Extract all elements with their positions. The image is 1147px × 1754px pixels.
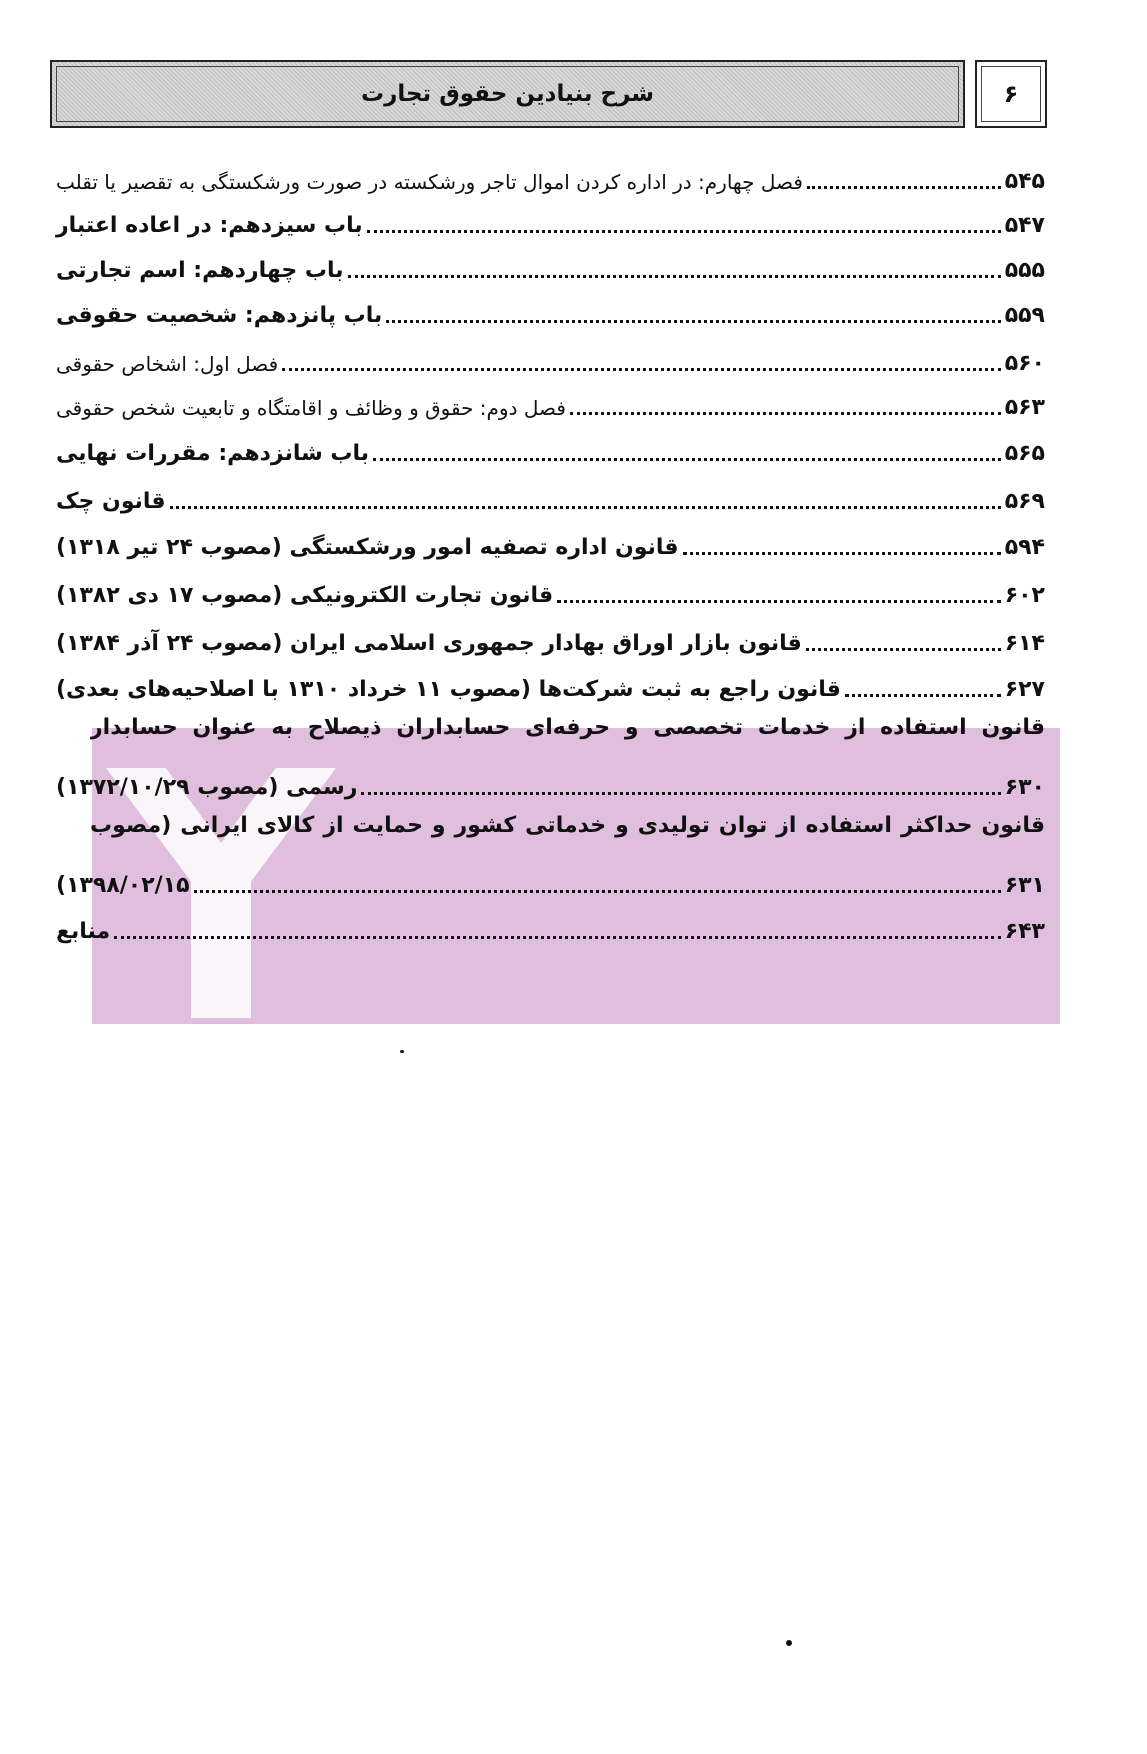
- dot-leader: [845, 694, 1001, 697]
- toc-entry-title: رسمی (مصوب ۱۳۷۲/۱۰/۲۹): [56, 775, 358, 800]
- toc-entry-title: باب چهاردهم: اسم تجارتی: [56, 258, 344, 283]
- toc-entry: [50, 658, 1045, 706]
- dot-leader: [557, 600, 1001, 603]
- toc-entry: [50, 516, 1045, 564]
- toc-entry-page: ۵۶۳: [1004, 395, 1045, 420]
- toc-entry-title: فصل چهارم: در اداره کردن اموال تاجر ورشکسته در صورت ورشکستگی به تقصیر یا تقلب: [56, 170, 803, 194]
- toc-entry-title: فصل دوم: حقوق و وظائف و اقامتگاه و تابعیت شخص حقوقی: [56, 396, 566, 420]
- toc-entry: [50, 900, 1045, 948]
- toc-entry: [50, 756, 1045, 804]
- toc-entry: [50, 564, 1045, 612]
- dot-leader: [386, 320, 1000, 323]
- toc-entry-page: ۶۲۷: [1004, 677, 1045, 702]
- toc-entry-title: قانون اداره تصفیه امور ورشکستگی (مصوب ۲۴ تیر ۱۳۱۸): [56, 535, 679, 560]
- toc-entry: [50, 854, 1045, 902]
- toc-entry-page: ۵۶۰: [1004, 351, 1045, 376]
- page-number-box: [975, 60, 1047, 128]
- running-header: [50, 60, 965, 128]
- toc-entry-page: ۵۵۵: [1004, 258, 1045, 283]
- toc-entry-first-line: قانون حداکثر استفاده از توان تولیدی و خدماتی کشور و حمایت از کالای ایرانی (مصوب: [90, 813, 1045, 838]
- dot-leader: [570, 412, 1001, 415]
- page-number: ۶: [1003, 80, 1019, 108]
- dot-leader: [806, 648, 1001, 651]
- toc-entry-page: ۶۳۱: [1004, 873, 1045, 898]
- toc-entry: [50, 470, 1045, 518]
- toc-entry-title: قانون بازار اوراق بهادار جمهوری اسلامی ایران (مصوب ۲۴ آذر ۱۳۸۴): [56, 631, 802, 656]
- toc-entry-first-line: قانون استفاده از خدمات تخصصی و حرفه‌ای حسابداران ذیصلاح به عنوان حسابدار: [90, 715, 1045, 740]
- print-speck: [786, 1640, 792, 1646]
- toc-entry-page: ۶۴۳: [1004, 919, 1045, 944]
- toc-entry-page: ۵۹۴: [1004, 535, 1045, 560]
- toc-entry-title: ۱۳۹۸/۰۲/۱۵): [56, 873, 190, 898]
- dot-leader: [373, 458, 1001, 461]
- toc-entry-title: باب شانزدهم: مقررات نهایی: [56, 441, 370, 466]
- dot-leader: [170, 506, 1001, 509]
- toc-entry-title: باب سیزدهم: در اعاده اعتبار: [56, 213, 363, 238]
- dot-leader: [683, 552, 1001, 555]
- toc-entry: [50, 239, 1045, 287]
- dot-leader: [348, 275, 1001, 278]
- toc-entry-title: منابع: [56, 919, 111, 944]
- toc-entry: [50, 150, 1045, 198]
- toc-entry: [50, 422, 1045, 470]
- toc-entry: [50, 612, 1045, 660]
- toc-entry-title: باب پانزدهم: شخصیت حقوقی: [56, 303, 383, 328]
- toc-entry-page: ۶۱۴: [1004, 631, 1045, 656]
- dot-leader: [361, 792, 1000, 795]
- toc-entry-page: ۵۶۵: [1004, 441, 1045, 466]
- toc-entry-page: ۵۵۹: [1004, 303, 1045, 328]
- toc-entry-title: قانون راجع به ثبت شرکت‌ها (مصوب ۱۱ خرداد ۱۳۱۰ با اصلاحیه‌های بعدی): [56, 677, 841, 702]
- running-title: شرح بنیادین حقوق تجارت: [360, 81, 655, 107]
- print-speck: [400, 1050, 404, 1053]
- toc-entry-page: ۵۴۷: [1004, 213, 1045, 238]
- toc-entry-title: قانون تجارت الکترونیکی (مصوب ۱۷ دی ۱۳۸۲): [56, 583, 554, 608]
- toc-entry-page: ۶۰۲: [1004, 583, 1045, 608]
- toc-entry-title: قانون چک: [56, 489, 166, 514]
- dot-leader: [282, 368, 1001, 371]
- dot-leader: [367, 230, 1001, 233]
- toc-entry-page: ۵۴۵: [1004, 169, 1045, 194]
- toc-entry: [50, 332, 1045, 380]
- dot-leader: [194, 890, 1001, 893]
- toc-entry-page: ۶۳۰: [1004, 775, 1045, 800]
- toc-entry-page: ۵۶۹: [1004, 489, 1045, 514]
- toc-entry: [50, 376, 1045, 424]
- toc-entry: [50, 284, 1045, 332]
- toc-entry: [50, 194, 1045, 242]
- dot-leader: [807, 186, 1001, 189]
- toc-entry-title: فصل اول: اشخاص حقوقی: [56, 352, 279, 376]
- dot-leader: [114, 936, 1001, 939]
